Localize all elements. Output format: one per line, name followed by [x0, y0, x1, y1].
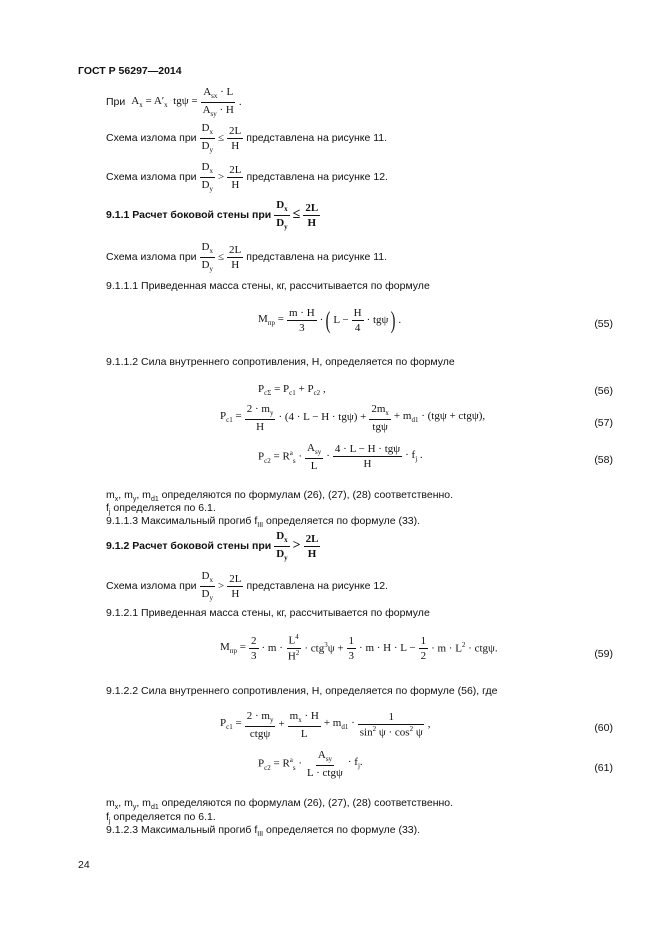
equation-61: $P_{c2} = R^a_s$ · $A_{sy}$ L · ctgψ · $f_j$.: [258, 749, 363, 779]
scheme-line-1: Схема излома при $\frac{D_x}{D_y}$ ≤ $\frac{2L}{H}$ представлена на рисунке 11.: [106, 122, 388, 155]
note-masses-2: $m_x$, $m_y$, $m_{d1}$ определяются по формулам (26), (27), (28) соответственно.: [106, 797, 454, 812]
scheme-text: представлена на рисунке 12.: [246, 171, 388, 184]
section-9-1-2-heading: 9.1.2 Расчет боковой стены при $D_x$ $D_y$ > 2L H: [106, 530, 319, 563]
page-header: ГОСТ Р 56297—2014: [78, 65, 182, 77]
paragraph-9-1-1-1: 9.1.1.1 Приведенная масса стены, кг, рассчитывается по формуле: [106, 280, 430, 292]
note-text: определяется по 6.1.: [113, 811, 216, 823]
eq-number: (56): [594, 385, 613, 397]
paragraph-9-1-1-2: 9.1.1.2 Сила внутреннего сопротивления, Н, определяется по формуле: [106, 356, 455, 368]
section-title: 9.1.1 Расчет боковой стены при: [106, 209, 272, 222]
scheme-text: представлена на рисунке 11.: [246, 132, 388, 145]
scheme-line-3: Схема излома при $\frac{D_x}{D_y}$ ≤ $\frac{2L}{H}$ представлена на рисунке 11.: [106, 241, 388, 274]
equation-55: $M_{пр}$ = $\frac{m \cdot H}{3}$ · ( L − $\frac{H}{4}$ · tgψ ) .: [258, 307, 402, 335]
note-fj: $f_j$ определяется по 6.1.: [106, 502, 216, 517]
eq-number: (61): [594, 762, 613, 774]
scheme-text: Схема излома при: [106, 580, 197, 593]
paragraph-9-1-2-2: 9.1.2.2 Сила внутреннего сопротивления, Н, определяется по формуле (56), где: [106, 685, 498, 697]
section-title: 9.1.2 Расчет боковой стены при: [106, 540, 272, 553]
note-text: 9.1.1.3 Максимальный прогиб f: [106, 515, 258, 527]
eq-number: (55): [594, 318, 613, 330]
equation-56: $P_{c\Sigma} = P_{c1} + P_{c2}$ ,: [258, 383, 326, 398]
note-text: определяется по формуле (33).: [266, 824, 421, 836]
equation-57: $P_{c1}$ = $\frac{2 \cdot m_y}{H}$ · (4 · L − H · tgψ) + $2m_x$ tgψ + $m_{d1} \cdot (tg\psi + ctg\psi)$,: [220, 403, 486, 433]
scheme-text: Схема излома при: [106, 171, 197, 184]
paragraph-9-1-2-1: 9.1.2.1 Приведенная масса стены, кг, рассчитывается по формуле: [106, 607, 430, 619]
scheme-text: представлена на рисунке 12.: [246, 580, 388, 593]
eq-number: (57): [594, 417, 613, 429]
text-pri: При: [106, 96, 126, 109]
paragraph-9-1-1-3: 9.1.1.3 Максимальный прогиб $f_{III}$ определяется по формуле (33).: [106, 515, 421, 530]
note-text: определяются по формулам (26), (27), (28) соответственно.: [161, 489, 454, 501]
eq-number: (60): [594, 722, 613, 734]
scheme-line-2: Схема излома при $D_x$ $D_y$ > 2L H представлена на рисунке 12.: [106, 161, 388, 194]
note-text: определяются по формулам (26), (27), (28) соответственно.: [161, 797, 454, 809]
scheme-text: Схема излома при: [106, 251, 197, 264]
condition-line: При $A_x = A'_x$ tgψ = $A_{sx} \cdot L$ $A_{sy} \cdot H$ .: [106, 86, 242, 119]
equation-58: $P_{c2} = R^a_s$ · $A_{sy}$ L · 4 · L − H · tgψ H · $f_j$ .: [258, 442, 423, 472]
page-number: 24: [78, 859, 90, 871]
section-9-1-1-heading: 9.1.1 Расчет боковой стены при $\frac{D_x}{D_y}$ ≤ $\frac{2L}{H}$: [106, 199, 319, 232]
paragraph-9-1-2-3: 9.1.2.3 Максимальный прогиб $f_{III}$ определяется по формуле (33).: [106, 824, 421, 839]
equation-60: $P_{c1}$ = $2 \cdot m_y$ ctgψ + $\frac{m_x \cdot H}{L}$ + $m_{d1}$ · 1 $\sin^2 \psi \cdot \cos^2 \psi$ ,: [220, 710, 431, 740]
eq-number: (59): [594, 648, 613, 660]
note-fj-2: $f_j$ определяется по 6.1.: [106, 811, 216, 826]
scheme-text: Схема излома при: [106, 132, 197, 145]
note-text: 9.1.2.3 Максимальный прогиб f: [106, 824, 258, 836]
note-text: определяется по формуле (33).: [266, 515, 421, 527]
scheme-line-4: Схема излома при $D_x$ $D_y$ > 2L H представлена на рисунке 12.: [106, 570, 388, 603]
eq-number: (58): [594, 454, 613, 466]
note-text: определяется по 6.1.: [113, 502, 216, 514]
note-masses: $m_x$, $m_y$, $m_{d1}$ определяются по формулам (26), (27), (28) соответственно.: [106, 489, 454, 504]
equation-59: $M_{пр}$ = $\frac{2}{3}$ · m · $L^4$ $H^2$ · ctg$^3$ψ + $\frac{1}{3}$ · m · H · L − $\frac{1}{2}$ · $m \cdot L^2 \cdot ctg\psi$.: [220, 633, 498, 663]
scheme-text: представлена на рисунке 11.: [246, 251, 388, 264]
